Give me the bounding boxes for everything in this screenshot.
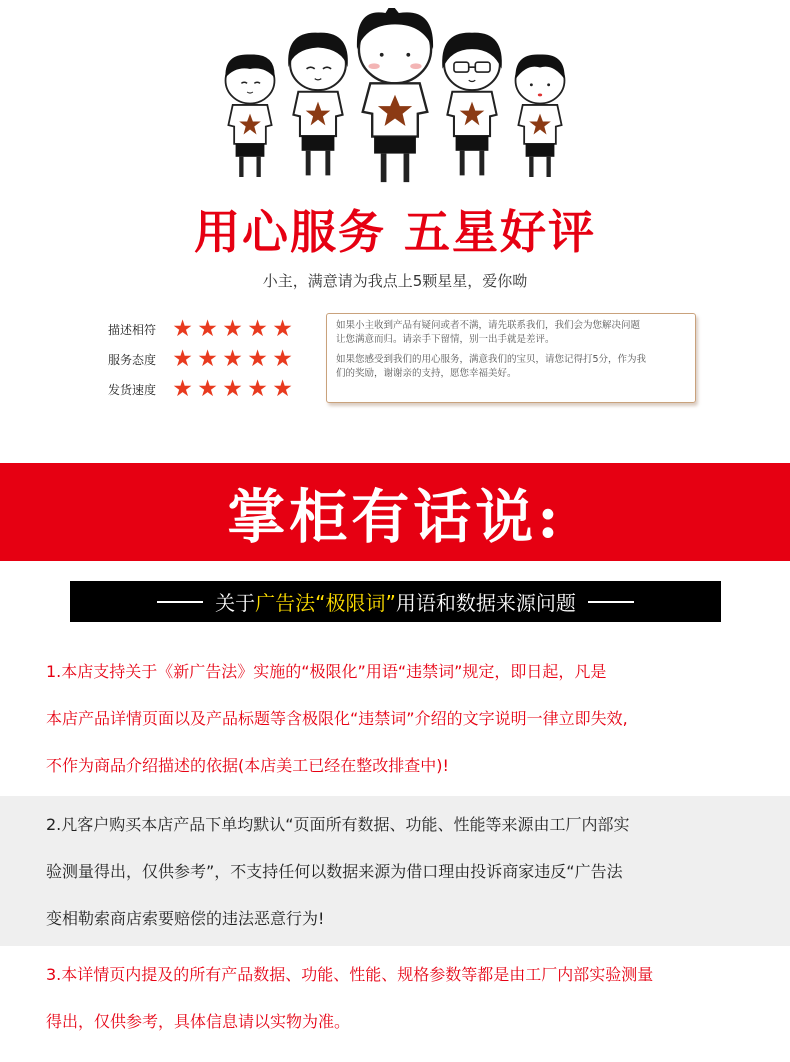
notice-line: 们的奖励，谢谢亲的支持，愿您幸福美好。 (336, 368, 517, 379)
subline: 小主，满意请为我点上5颗星星，爱你呦 (262, 272, 528, 290)
clause-line: 不作为商品介绍描述的依据(本店美工已经在整改排查中)! (46, 756, 449, 775)
topic-before: 关于 (215, 591, 256, 615)
notice-paragraph (336, 319, 686, 347)
rating-label: 服务态度 (108, 352, 157, 367)
star-icon: ★ (247, 345, 268, 372)
clause-line: 1.本店支持关于《新广告法》实施的“极限化”用语“违禁词”规定，即日起，凡是 (46, 662, 607, 681)
rating-label: 描述相符 (108, 322, 157, 337)
rating-row (108, 314, 295, 344)
star-icon: ★ (247, 375, 268, 402)
star-icon: ★ (172, 345, 193, 372)
star-icon: ★ (222, 345, 243, 372)
star-icon: ★ (247, 315, 268, 342)
notice-paragraph (336, 353, 686, 381)
dash-right (588, 601, 634, 603)
cartoon-kids-illustration (210, 8, 580, 193)
star-icon: ★ (272, 375, 293, 402)
star-icon: ★ (222, 315, 243, 342)
star-rating (170, 345, 295, 372)
clause-section-3 (0, 951, 790, 1045)
headline: 用心服务 五星好评 (193, 205, 596, 259)
clause-line: 2.凡客户购买本店产品下单均默认“页面所有数据、功能、性能等来源由工厂内部实 (46, 815, 630, 834)
star-icon: ★ (172, 315, 193, 342)
clause-line: 验测量得出，仅供参考”，不支持任何以数据来源为借口理由投诉商家违反“广告法 (46, 862, 623, 881)
notice-line: 如果您感受到我们的用心服务，满意我们的宝贝，请您记得打5分，作为我 (336, 354, 647, 365)
topic-highlight: 广告法“极限词” (255, 591, 396, 615)
clause-section-2 (0, 796, 790, 946)
kid-figure (288, 33, 348, 176)
kid-figure (225, 54, 274, 176)
rating-row (108, 344, 295, 374)
dash-left (157, 601, 203, 603)
rating-label: 发货速度 (108, 382, 157, 397)
topic-after: 用语和数据来源问题 (395, 591, 576, 615)
clause-line: 3.本详情页内提及的所有产品数据、功能、性能、规格参数等都是由工厂内部实验测量 (46, 965, 654, 984)
clause-section-1 (0, 648, 790, 789)
rating-row (108, 374, 295, 404)
star-icon: ★ (197, 375, 218, 402)
star-icon: ★ (222, 375, 243, 402)
notice-box (326, 313, 696, 403)
banner-title: 掌柜有话说: (227, 483, 563, 551)
star-icon: ★ (272, 315, 293, 342)
rating-list (108, 314, 295, 404)
star-icon: ★ (197, 345, 218, 372)
clause-line: 得出，仅供参考，具体信息请以实物为准。 (46, 1012, 351, 1031)
star-icon: ★ (272, 345, 293, 372)
kid-figure (515, 54, 564, 176)
kid-figure (357, 8, 433, 182)
star-icon: ★ (172, 375, 193, 402)
clause-line: 本店产品详情页面以及产品标题等含极限化“违禁词”介绍的文字说明一律立即失效, (46, 709, 628, 728)
star-icon: ★ (197, 315, 218, 342)
notice-line: 如果小主收到产品有疑问或者不满，请先联系我们，我们会为您解决问题 (336, 320, 641, 331)
topic-bar (70, 581, 721, 622)
star-rating (170, 375, 295, 402)
clause-line: 变相勒索商店索要赔偿的违法恶意行为! (46, 909, 325, 928)
star-rating (170, 315, 295, 342)
notice-line: 让您满意而归。请亲手下留情，别一出手就是差评。 (336, 334, 555, 345)
topic-text (215, 587, 576, 616)
shopkeeper-banner (0, 463, 790, 561)
kid-figure (442, 33, 502, 176)
